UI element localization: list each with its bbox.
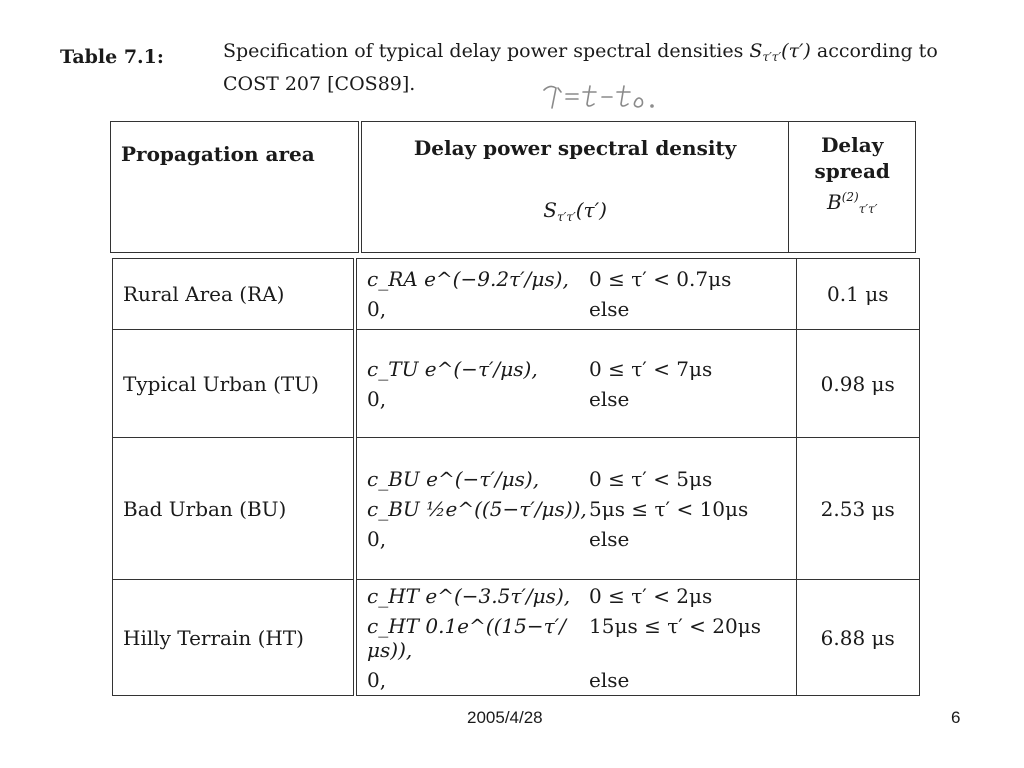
footer-date: 2005/4/28 [467, 708, 543, 727]
table-caption-label: Table 7.1: [60, 46, 164, 68]
caption-symbol-sub: τ′τ′ [762, 50, 782, 64]
row-density [355, 259, 796, 330]
header-spread-line2: spread [814, 159, 890, 183]
density-condition: 0 ≤ τ′ < 7μs [589, 356, 713, 381]
caption-symbol: S [749, 40, 763, 62]
table-row [113, 580, 920, 696]
row-spread: 2.53 μs [796, 438, 919, 580]
density-expression: c_HT e^(−3.5τ′/μs), [367, 583, 571, 608]
caption-symbol-arg: (τ′) [781, 40, 811, 62]
row-density [355, 330, 796, 438]
density-condition: 0 ≤ τ′ < 0.7μs [589, 267, 732, 291]
density-condition: else [589, 526, 630, 551]
density-condition: else [589, 667, 630, 692]
table-row [113, 259, 920, 330]
row-area: Typical Urban (TU) [113, 330, 356, 438]
header-delay-density [360, 122, 789, 253]
caption-text-before: Specification of typical delay power spectral densities [223, 40, 750, 62]
density-condition: 15μs ≤ τ′ < 20μs [589, 613, 762, 638]
density-condition: else [589, 297, 630, 321]
row-density [355, 438, 796, 580]
density-expression: 0, [367, 667, 387, 692]
header-density-symbol: $S_{\tau'\tau'}(\tau')$ [543, 198, 607, 224]
density-condition: else [589, 386, 630, 411]
row-spread: 0.1 μs [796, 259, 919, 330]
row-density [355, 580, 796, 696]
table-header [110, 121, 916, 253]
footer-page-number: 6 [951, 708, 961, 727]
density-expression: 0, [367, 526, 387, 551]
header-delay-spread [789, 122, 916, 253]
density-expression: c_TU e^(−τ′/μs), [367, 356, 538, 381]
caption-text-after: according to COST 207 [COS89]. [223, 40, 938, 95]
row-area: Rural Area (RA) [113, 259, 356, 330]
density-expression: c_BU e^(−τ′/μs), [367, 466, 540, 491]
row-spread: 6.88 μs [796, 580, 919, 696]
density-expression: c_HT 0.1e^((15−τ′/μs)), [367, 613, 566, 662]
row-spread: 0.98 μs [796, 330, 919, 438]
density-condition: 5μs ≤ τ′ < 10μs [589, 496, 749, 521]
density-expression: c_RA e^(−9.2τ′/μs), [367, 267, 569, 291]
header-density-label: Delay power spectral density [413, 136, 737, 160]
density-expression: 0, [367, 297, 387, 321]
row-area: Bad Urban (BU) [113, 438, 356, 580]
header-spread-symbol: $B^{(2)}_{\tau'\tau'}$ [826, 190, 878, 216]
header-propagation-area: Propagation area [111, 122, 360, 253]
density-expression: c_BU ½e^((5−τ′/μs)), [367, 496, 587, 521]
handwritten-note-drawing [540, 80, 690, 110]
density-condition: 0 ≤ τ′ < 2μs [589, 583, 713, 608]
header-spread-line1: Delay [821, 133, 884, 157]
table-row [113, 330, 920, 438]
table-row [113, 438, 920, 580]
row-area: Hilly Terrain (HT) [113, 580, 356, 696]
handwritten-note [540, 80, 690, 110]
density-expression: 0, [367, 386, 387, 411]
density-condition: 0 ≤ τ′ < 5μs [589, 466, 713, 491]
table-body [112, 258, 920, 696]
